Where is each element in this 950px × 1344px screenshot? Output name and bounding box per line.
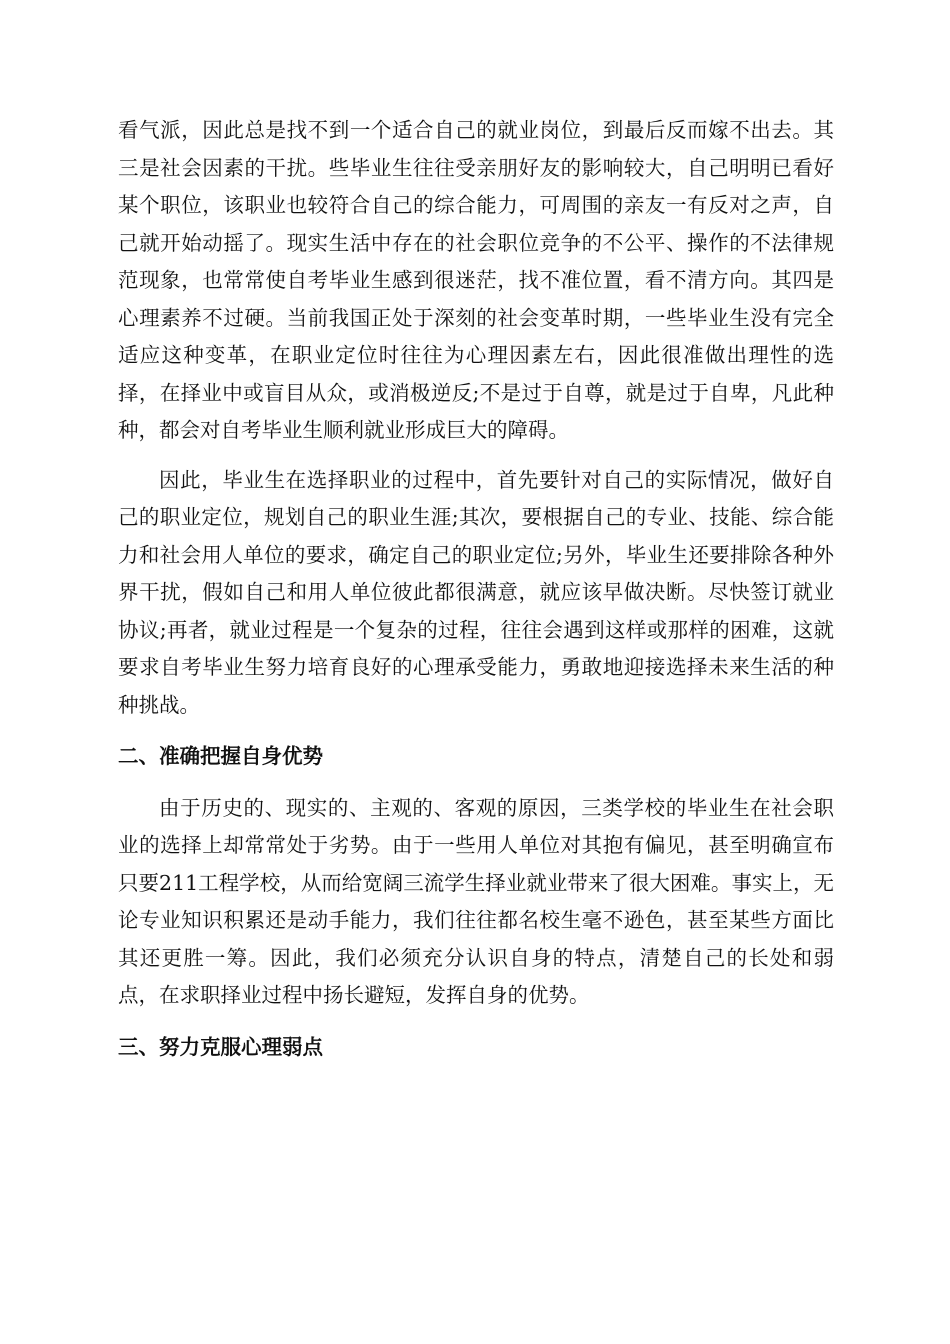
paragraph-3: 由于历史的、现实的、主观的、客观的原因，三类学校的毕业生在社会职业的选择上却常常处于劣势。由于一些用人单位对其抱有偏见，甚至明确宣布只要211工程学校，从而给宽阔三流学生择业就业带来了很大困难。事实上，无论专业知识积累还是动手能力，我们往往都名校生毫不逊色，甚至某些方面比其还更胜一筹。因此，我们必须充分认识自身的特点，清楚自己的长处和弱点，在求职择业过程中扬长避短，发挥自身的优势。 [118, 795, 834, 1007]
paragraph-gap [118, 776, 834, 790]
section-heading-2: 二、准确把握自身优势 [118, 744, 323, 768]
paragraph-gap [118, 1015, 834, 1029]
paragraph-gap [118, 450, 834, 462]
document-page [118, 112, 834, 1066]
paragraph-gap [118, 724, 834, 738]
paragraph-1: 看气派，因此总是找不到一个适合自己的就业岗位，到最后反而嫁不出去。其三是社会因素的干扰。些毕业生往往受亲朋好友的影响较大，自己明明已看好某个职位，该职业也较符合自己的综合能力，可周围的亲友一有反对之声，自己就开始动摇了。现实生活中存在的社会职位竞争的不公平、操作的不法律规范现象，也常常使自考毕业生感到很迷茫，找不准位置，看不清方向。其四是心理素养不过硬。当前我国正处于深刻的社会变革时期，一些毕业生没有完全适应这种变革，在职业定位时往往为心理因素左右，因此很准做出理性的选择，在择业中或盲目从众，或消极逆反;不是过于自尊，就是过于自卑，凡此种种，都会对自考毕业生顺利就业形成巨大的障碍。 [118, 118, 834, 442]
section-heading-3: 三、努力克服心理弱点 [118, 1034, 323, 1059]
paragraph-2: 因此，毕业生在选择职业的过程中，首先要针对自己的实际情况，做好自己的职业定位，规划自己的职业生涯;其次，要根据自己的专业、技能、综合能力和社会用人单位的要求，确定自己的职业定位;另外，毕业生还要排除各种外界干扰，假如自己和用人单位彼此都很满意，就应该早做决断。尽快签订就业协议;再者，就业过程是一个复杂的过程，往往会遇到这样或那样的困难，这就要求自考毕业生努力培育良好的心理承受能力，勇敢地迎接选择未来生活的种种挑战。 [118, 467, 834, 717]
